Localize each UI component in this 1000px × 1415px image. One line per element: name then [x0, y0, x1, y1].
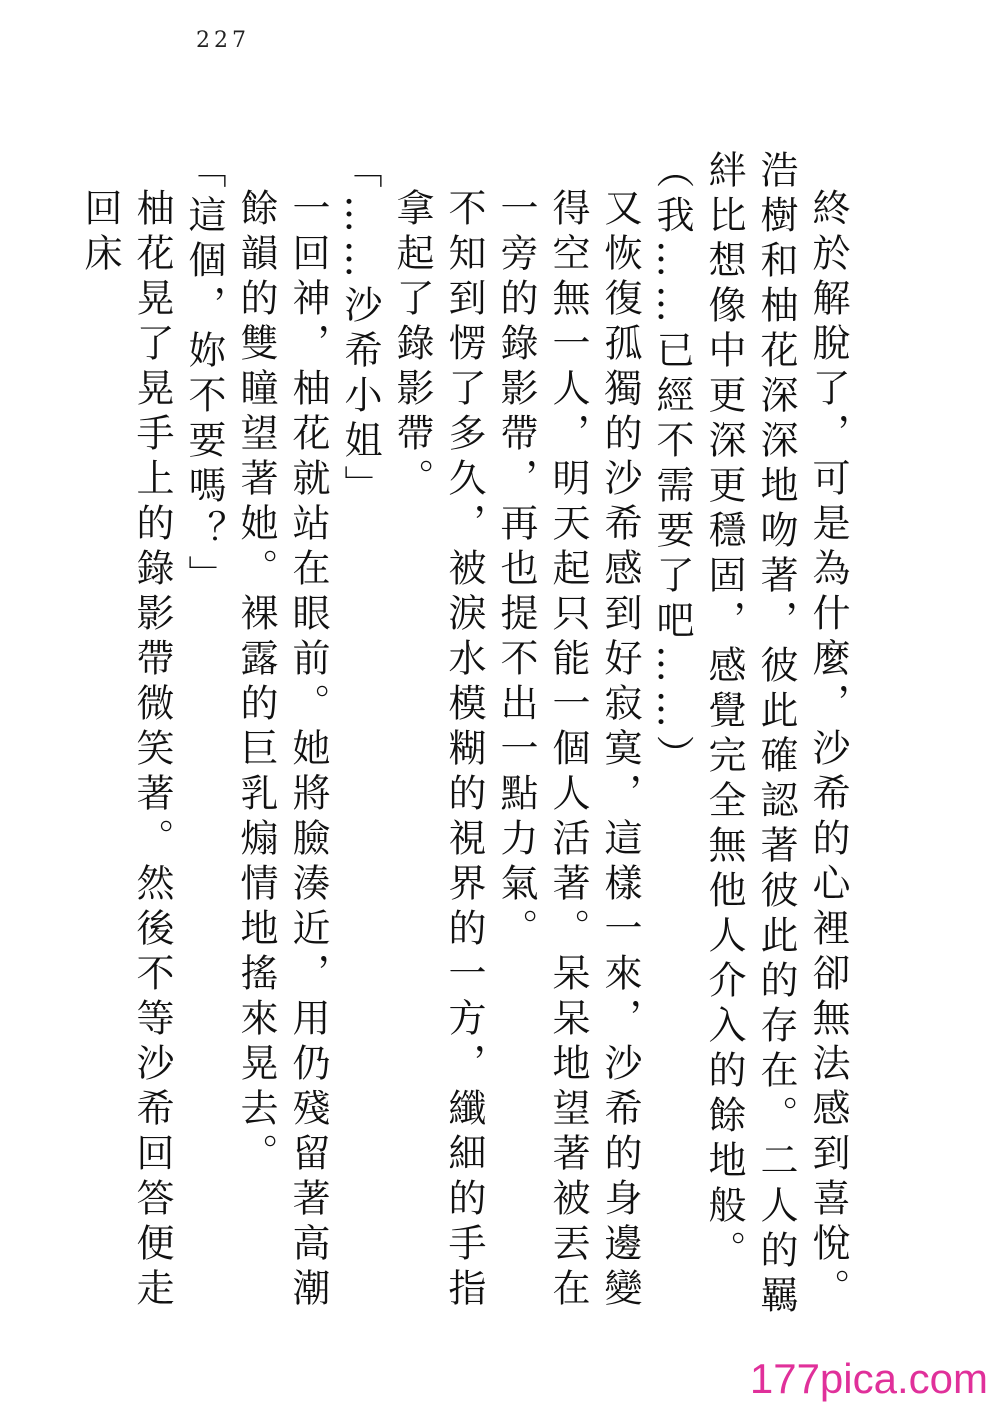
- vertical-text-body: [74, 150, 854, 1340]
- page-number: 227: [196, 28, 250, 53]
- paragraph-3-thought: （我……已經不需要了吧……）: [650, 150, 694, 780]
- paragraph-7: 一回神，柚花就站在眼前。她將臉湊近，用仍殘留著高潮餘韻的雙瞳望著她。裸露的巨乳煽情地搖來晃去。: [234, 188, 330, 1313]
- watermark-text: 177pica.com: [749, 1355, 988, 1402]
- paragraph-4: 又恢復孤獨的沙希感到好寂寞，這樣一來，沙希的身邊變得空無一人，明天起只能一個人活著。呆呆地望著被丟在一旁的錄影帶，再也提不出一點力氣。: [494, 188, 642, 1313]
- paragraph-1: 終於解脫了，可是為什麼，沙希的心裡卻無法感到喜悅。: [806, 188, 850, 1313]
- paragraph-6-dialogue: 「……沙希小姐」: [338, 150, 382, 510]
- paragraph-5: 不知到愣了多久，被淚水模糊的視界的一方，纖細的手指拿起了錄影帶。: [390, 188, 486, 1313]
- paragraph-8-dialogue: 「這個，妳不要嗎？」: [182, 150, 226, 600]
- paragraph-2: 浩樹和柚花深深地吻著，彼此確認著彼此的存在。二人的羈絆比想像中更深更穩固，感覺完全無他人介入的餘地般。: [702, 150, 798, 1320]
- paragraph-9: 柚花晃了晃手上的錄影帶微笑著。然後不等沙希回答便走回床: [78, 188, 174, 1313]
